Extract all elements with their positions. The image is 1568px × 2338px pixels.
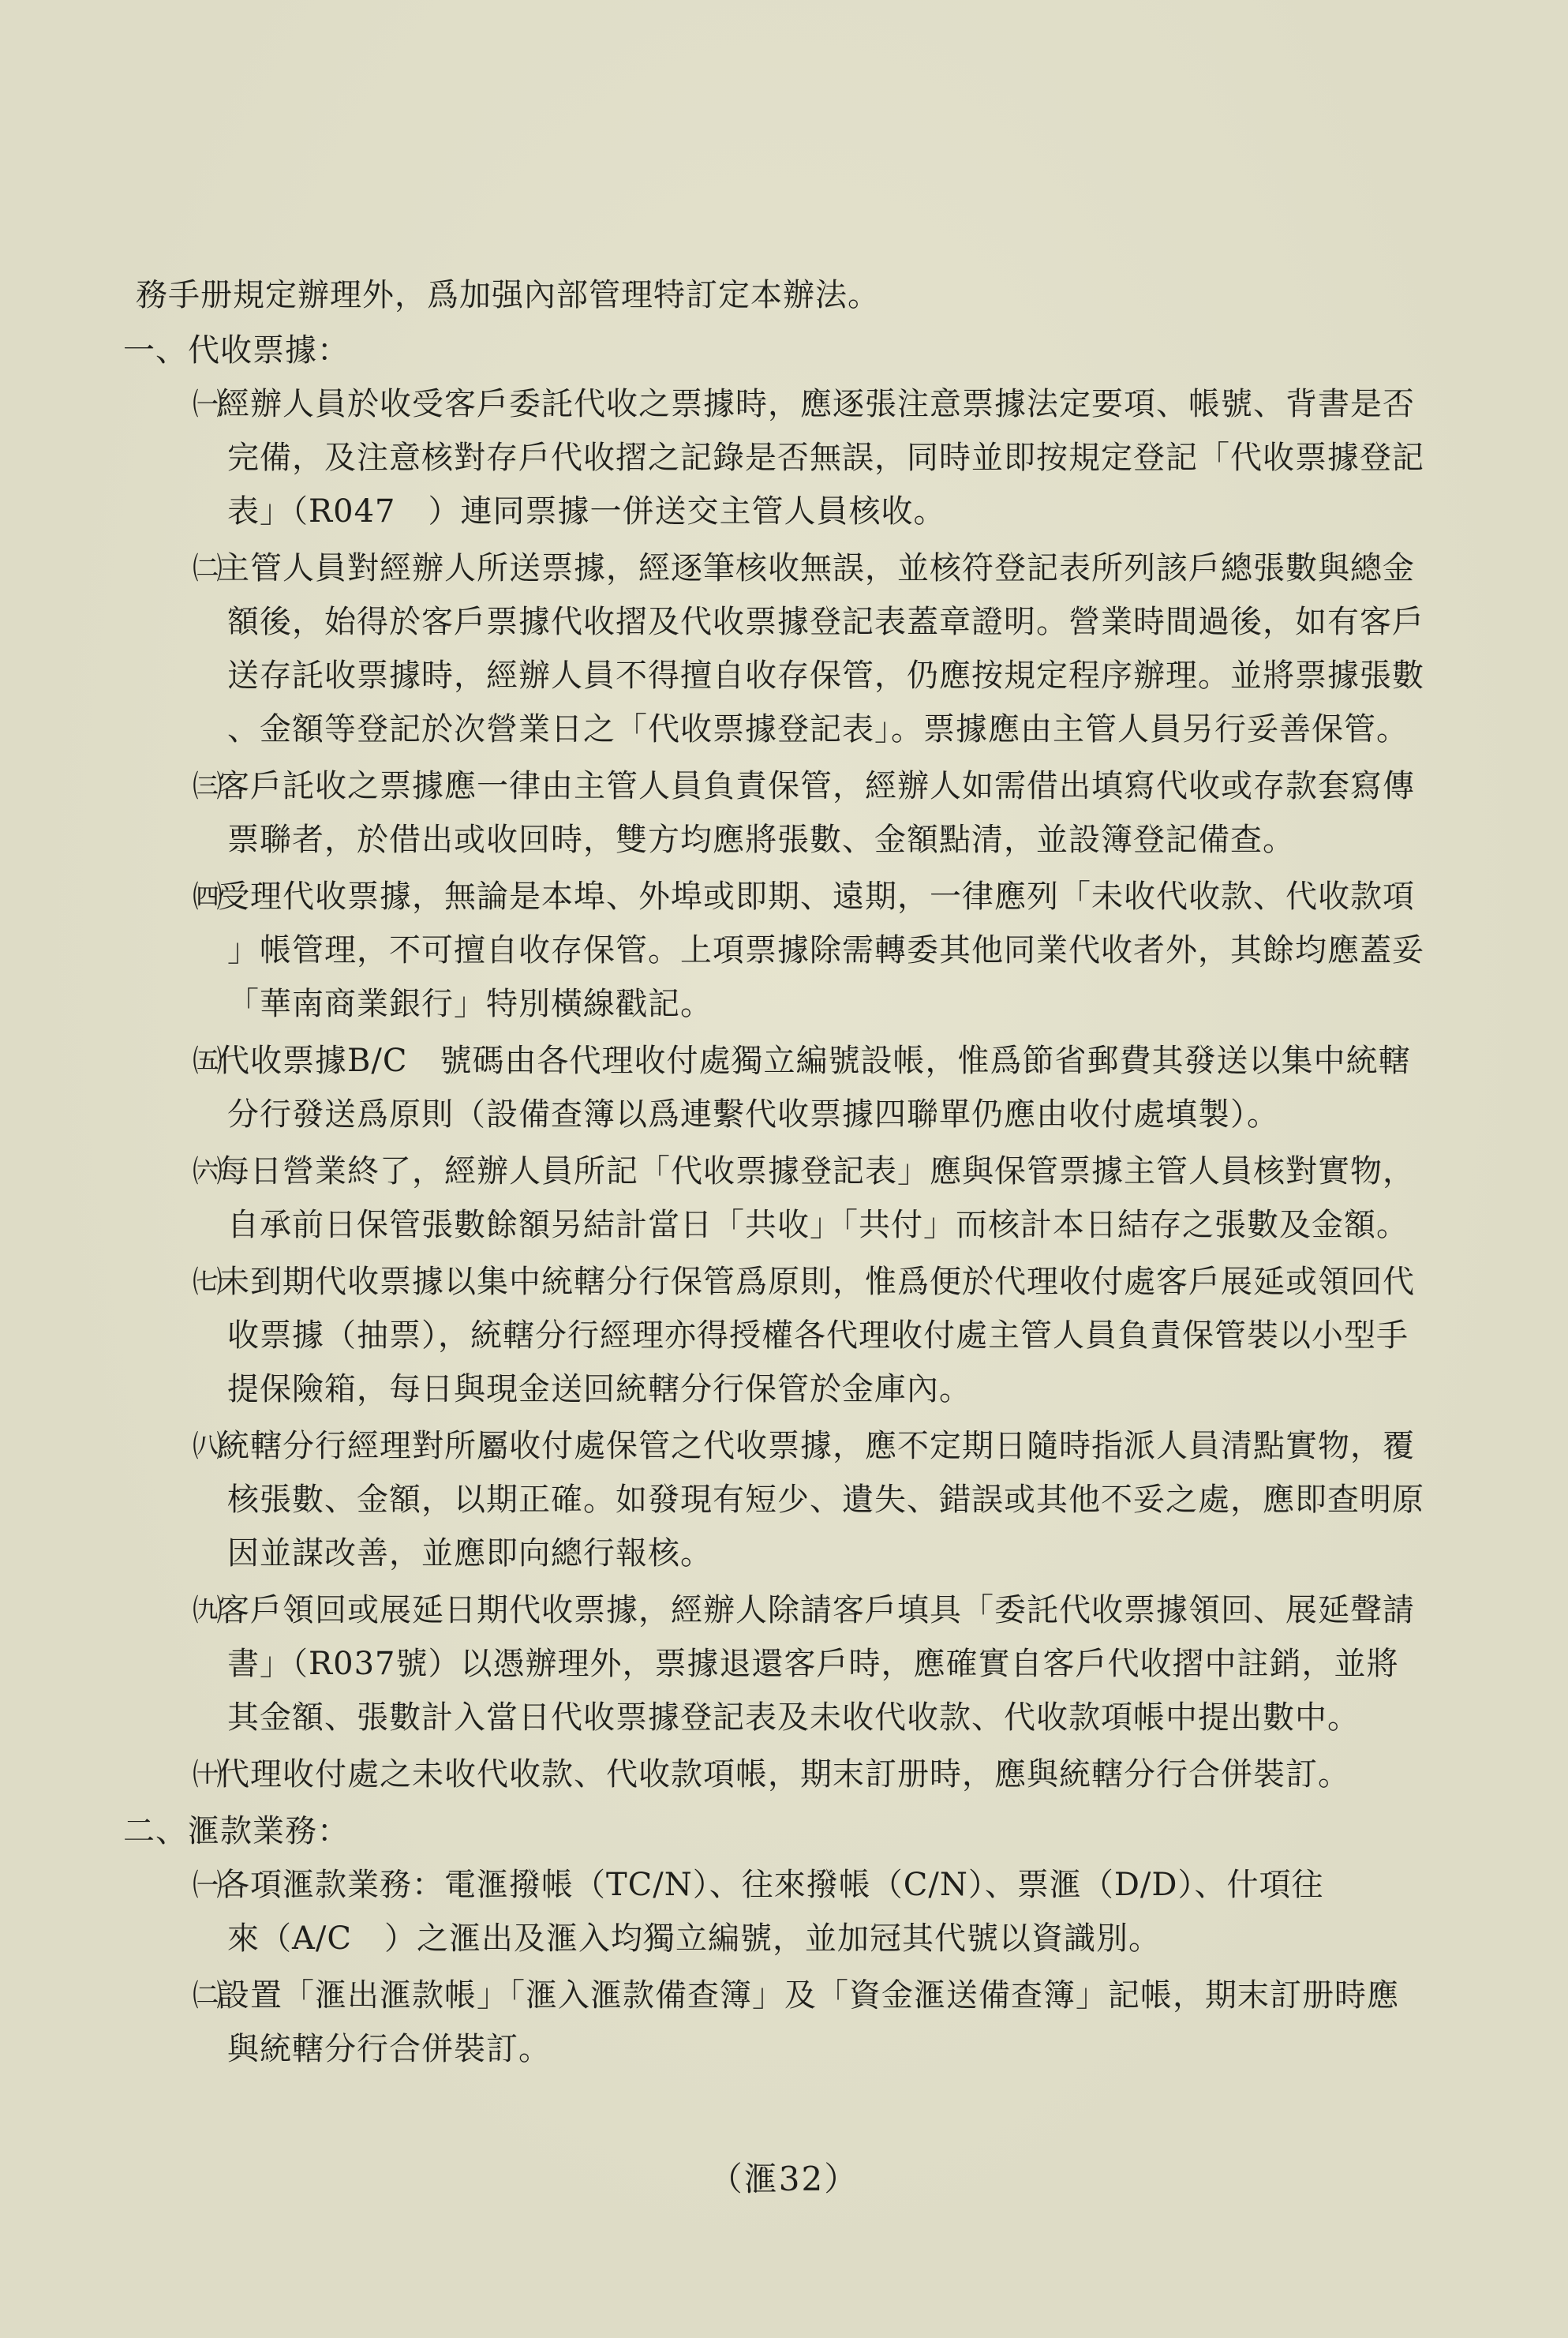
section-items bbox=[110, 377, 1452, 1801]
item-number: ㈠ bbox=[193, 1868, 224, 1902]
text-line: 其金額、張數計入當日代收票據登記表及未收代收款、代收款項帳中提出數中。 bbox=[227, 1699, 1360, 1736]
item-number: ㈣ bbox=[193, 879, 224, 914]
text-line: 、金額等登記於次營業日之「代收票據登記表」。票據應由主管人員另行妥善保管。 bbox=[227, 711, 1409, 747]
section-heading: 一、代收票據： bbox=[123, 332, 350, 369]
text-line: 設置「滙出滙款帳」「滙入滙款備查簿」及「資金滙送備查簿」記帳，期末訂册時應 bbox=[218, 1977, 1399, 2014]
text-line: 」帳管理，不可擅自收存保管。上項票據除需轉委其他同業代收者外，其餘均應蓋妥 bbox=[227, 932, 1424, 969]
item-number: ㈨ bbox=[193, 1593, 224, 1628]
text-line: 來（A/C ）之滙出及滙入均獨立編號，並加冠其代號以資識別。 bbox=[227, 1920, 1161, 1957]
section-heading: 二、滙款業務： bbox=[123, 1813, 350, 1849]
list-item bbox=[110, 377, 1452, 538]
list-item bbox=[110, 1748, 1452, 1801]
text-line: 分行發送爲原則（設備查簿以爲連繫代收票據四聯單仍應由收付處填製）。 bbox=[227, 1096, 1279, 1133]
item-text bbox=[218, 1583, 1452, 1744]
item-number: ㈦ bbox=[193, 1265, 224, 1299]
list-item bbox=[110, 1419, 1452, 1580]
intro-line: 務手册規定辦理外，爲加强內部管理特訂定本辦法。 bbox=[136, 277, 880, 313]
item-text bbox=[218, 541, 1452, 756]
text-line: 書」（R037號）以憑辦理外，票據退還客戶時，應確實自客戶代收摺中註銷，並將 bbox=[227, 1646, 1399, 1682]
item-number: ㈧ bbox=[193, 1429, 224, 1463]
list-item bbox=[110, 1255, 1452, 1416]
text-line: 每日營業終了，經辦人員所記「代收票據登記表」應與保管票據主管人員核對實物， bbox=[218, 1153, 1415, 1190]
text-line: 統轄分行經理對所屬收付處保管之代收票據，應不定期日隨時指派人員清點實物，覆 bbox=[218, 1428, 1415, 1464]
text-line: 票聯者，於借出或收回時，雙方均應將張數、金額點清，並設簿登記備查。 bbox=[227, 822, 1295, 858]
item-number: ㈤ bbox=[193, 1043, 224, 1078]
text-line: 代理收付處之未收代收款、代收款項帳，期末訂册時，應與統轄分行合併裝訂。 bbox=[218, 1756, 1350, 1793]
list-item bbox=[110, 1034, 1452, 1141]
item-number: ㈢ bbox=[193, 769, 224, 804]
text-line: 表」（R047 ）連同票據一併送交主管人員核收。 bbox=[227, 493, 946, 530]
text-line: 因並謀改善，並應即向總行報核。 bbox=[227, 1535, 713, 1572]
item-number: ㈡ bbox=[193, 1978, 224, 2013]
page-number: （滙32） bbox=[709, 2160, 859, 2198]
list-item bbox=[110, 1145, 1452, 1252]
list-item bbox=[110, 1858, 1452, 1965]
item-text bbox=[218, 1419, 1452, 1580]
text-line: 自承前日保管張數餘額另結計當日「共收」「共付」而核計本日結存之張數及金額。 bbox=[227, 1207, 1409, 1243]
item-text bbox=[218, 1748, 1452, 1801]
text-line: 各項滙款業務：電滙撥帳（TC/N）、往來撥帳（C/N）、票滙（D/D）、什項往 bbox=[218, 1867, 1324, 1903]
text-line: 核張數、金額，以期正確。如發現有短少、遺失、錯誤或其他不妥之處，應即查明原 bbox=[227, 1482, 1424, 1518]
list-item bbox=[110, 870, 1452, 1031]
text-line: 未到期代收票據以集中統轄分行保管爲原則，惟爲便於代理收付處客戶展延或領回代 bbox=[218, 1264, 1415, 1300]
text-line: 客戶領回或展延日期代收票據，經辦人除請客戶填具「委託代收票據領回、展延聲請 bbox=[218, 1592, 1415, 1628]
document-body bbox=[110, 268, 1452, 2079]
text-line: 與統轄分行合併裝訂。 bbox=[227, 2031, 551, 2067]
item-text bbox=[218, 870, 1452, 1031]
item-number: ㈠ bbox=[193, 387, 224, 422]
item-text bbox=[218, 1969, 1452, 2076]
list-item bbox=[110, 759, 1452, 867]
section-items bbox=[110, 1858, 1452, 2076]
text-line: 送存託收票據時，經辦人員不得擅自收存保管，仍應按規定程序辦理。並將票據張數 bbox=[227, 658, 1424, 694]
item-text bbox=[218, 1034, 1452, 1141]
section-collection-bills bbox=[110, 324, 1452, 1801]
item-number: ㈡ bbox=[193, 551, 224, 586]
section-remittance bbox=[110, 1804, 1452, 2076]
text-line: 提保險箱，每日與現金送回統轄分行保管於金庫內。 bbox=[227, 1371, 971, 1407]
item-text bbox=[218, 1858, 1452, 1965]
item-text bbox=[218, 1255, 1452, 1416]
item-number: ㈩ bbox=[193, 1757, 224, 1792]
text-line: 客戶託收之票據應一律由主管人員負責保管，經辦人如需借出填寫代收或存款套寫傳 bbox=[218, 768, 1415, 804]
text-line: 經辦人員於收受客戶委託代收之票據時，應逐張注意票據法定要項、帳號、背書是否 bbox=[218, 386, 1415, 422]
text-line: 代收票據B/C 號碼由各代理收付處獨立編號設帳，惟爲節省郵費其發送以集中統轄 bbox=[218, 1043, 1411, 1079]
list-item bbox=[110, 541, 1452, 756]
text-line: 受理代收票據，無論是本埠、外埠或即期、遠期，一律應列「未收代收款、代收款項 bbox=[218, 879, 1415, 915]
list-item bbox=[110, 1583, 1452, 1744]
list-item bbox=[110, 1969, 1452, 2076]
item-text bbox=[218, 377, 1452, 538]
text-line: 「華南商業銀行」特別橫線戳記。 bbox=[227, 986, 713, 1022]
item-text bbox=[218, 1145, 1452, 1252]
text-line: 主管人員對經辦人所送票據，經逐筆核收無誤，並核符登記表所列該戶總張數與總金 bbox=[218, 550, 1415, 586]
item-text bbox=[218, 759, 1452, 867]
text-line: 完備，及注意核對存戶代收摺之記錄是否無誤，同時並即按規定登記「代收票據登記 bbox=[227, 440, 1424, 476]
text-line: 收票據（抽票），統轄分行經理亦得授權各代理收付處主管人員負責保管裝以小型手 bbox=[227, 1317, 1409, 1354]
item-number: ㈥ bbox=[193, 1154, 224, 1189]
text-line: 額後，始得於客戶票據代收摺及代收票據登記表蓋章證明。營業時間過後，如有客戶 bbox=[227, 604, 1424, 640]
